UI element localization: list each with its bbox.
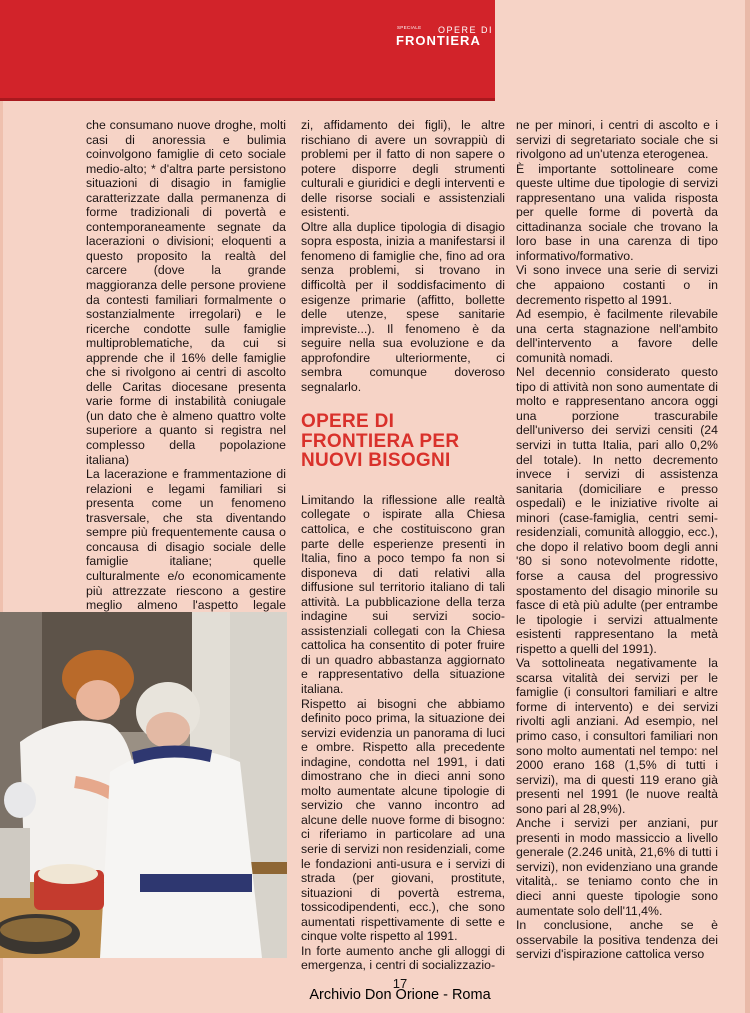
page-number: 17 <box>392 976 408 991</box>
paragraph: Rispetto ai bisogni che abbiamo definito poco prima, la situazione dei servizi evidenzia un panorama di luci e ombre. Rispetto alla precedente indagine, condotta nel 1991, i dati dimostrano che in dieci anni sono molto aumentate alcune tipologie di servizio che vanno incontro ad alcune delle nuove forme di bisogno: ci riferiamo in particolare ad una serie di servizi non residenziali, come le fondazioni anti-usura e i servizi di strada (per giovani, prostitute, situazioni di povertà estrema, tossicodipendenti, ecc.), che sono aumentati rispettivamente di sette e cinque volte rispetto al 1991. <box>301 696 505 944</box>
paragraph: Oltre alla duplice tipologia di disagio sopra esposta, inizia a manifestarsi il fenomeno di famiglie che, fino ad ora senza problemi, si trovano in difficoltà per il soddisfacimento di esigenze primarie (affitto, bollette delle utenze, spese sanitarie impreviste...). Il fenomeno è da seguire nella sua evoluzione e da approfondire ulteriormente, ci sembra comunque doveroso segnalarlo. <box>301 219 505 394</box>
paragraph: che consumano nuove droghe, molti casi di anoressia e bulimia coinvolgono famiglie di ceto sociale medio-alto; * d'altra parte persistono situazioni di disagio in famiglie caratterizzate dalla permanenza di forme tradizionali di povertà e contemporaneamente segnate da lacerazioni o divisioni; eloquenti a questo proposito la realtà del carcere (dove la grande maggioranza delle persone proviene da contesti familiari formalmente o sostanzialmente irregolari) e le ricerche condotte sulle famiglie multiproblematiche, da cui si apprende che il 16% delle famiglie che si rivolgono ai centri di ascolto delle Caritas diocesane presenta varie forme di instabilità coniugale (un dato che è almeno quattro volte superiore a quanto si registra nel complesso della popolazione italiana) <box>86 118 286 467</box>
logo-top-text: OPERE DI <box>438 25 494 35</box>
column-3 <box>516 118 718 962</box>
paragraph: In forte aumento anche gli alloggi di emergenza, i centri di socializzazio- <box>301 943 505 973</box>
photo-illustration <box>0 612 287 958</box>
paragraph: Limitando la riflessione alle realtà collegate o ispirate alla Chiesa cattolica, e che costituiscono gran parte delle esperienze presenti in Italia, fino a poco tempo fa non si disponeva di dati relativi alla diffusione sul territorio italiano di tali attività. La pubblicazione della terza indagine sui servizi socio-assistenziali collegati con la Chiesa cattolica ha consentito di poter fruire di un quadro abbastanza aggiornato e rappresentativo della situazione italiana. <box>301 492 505 696</box>
archive-credit: Archivio Don Orione - Roma <box>309 987 491 1003</box>
paragraph: È importante sottolineare come queste ultime due tipologie di servizi rappresentano una valida risposta per quelle forme di povertà da cittadinanza sociale che trovano la loro base in una carenza di tipo informativo/formativo. <box>516 161 718 263</box>
paragraph: ne per minori, i centri di ascolto e i servizi di segretariato sociale che si rivolgono ad un'utenza eterogenea. <box>516 118 718 162</box>
column-2 <box>301 118 505 973</box>
article-photo <box>0 612 287 958</box>
section-logo <box>396 22 496 54</box>
header-rule <box>0 98 495 101</box>
logo-main-text: FRONTIERA <box>396 33 481 48</box>
paragraph: Anche i servizi per anziani, pur presenti in modo massiccio a livello generale (2.246 unità, 21,6% di tutti i servizi), non evidenziano una grande vitalità,. se teniamo conto che in dieci anni queste tipologie sono aumentate solo dell'11,4%. <box>516 816 718 918</box>
column-1 <box>86 118 286 627</box>
paragraph: Vi sono invece una serie di servizi che appaiono costanti o in decremento rispetto al 1991. <box>516 263 718 307</box>
paragraph: zi, affidamento dei figli), le altre rischiano di avere un sovrappiù di problemi per il fatto di non sapere o potere disporre degli strumenti culturali e giuridici e degli interventi e delle risorse sociali e assistenziali esistenti. <box>301 118 505 220</box>
section-heading: OPERE DI FRONTIERA PER NUOVI BISOGNI <box>301 411 460 472</box>
paragraph: Va sottolineata negativamente la scarsa vitalità dei servizi per le famiglie (i consultori familiari e altre forme di intervento) e dei servizi rivolti agli anziani. Ad esempio, nel primo caso, i consultori familiari non sono molto aumentati nel tempo: nel 2000 erano 168 (1,5% di tutti i servizi), ma di questi 119 erano già presenti nel 1991 (le nuove realtà sono pari al 28,9%). <box>516 656 718 816</box>
page-right-edge <box>745 0 750 1013</box>
paragraph: La lacerazione e frammentazione di relazioni e legami familiari si presenta come un fenomeno trasversale, che sta diventando sempre più frequentemente causa o concausa di disagio sociale delle famiglie italiane; quelle culturalmente e/o economicamente più attrezzate riescono a gestire meglio almeno l'aspetto legale <box>86 467 286 613</box>
paragraph: Nel decennio considerato questo tipo di attività non sono aumentate di molto e rappresentano ancora oggi una porzione trascurabile dell'universo dei servizi censiti (24 servizi in tutta Italia, pari allo 0,2% del totale). In netto decremento invece i servizi di assistenza sanitaria (domiciliare e presso ospedali) e le iniziative rivolte ai minori (case-famiglia, centri semi-residenziali, comunità alloggio, ecc.), che dopo il relativo boom degli anni '80 si sono notevolmente ridotte, forse a causa del progressivo spostamento del disagio minorile su fasce di età più adulte (per entrambe le tipologie i servizi attualmente esistenti rappresentano la metà rispetto a quelli del 1991). <box>516 365 718 656</box>
paragraph: Ad esempio, è facilmente rilevabile una certa stagnazione nell'ambito dell'intervento a favore delle comunità nomadi. <box>516 307 718 365</box>
logo-special-label: SPECIALE <box>397 25 422 30</box>
paragraph: In conclusione, anche se è osservabile la positiva tendenza dei servizi d'ispirazione cattolica verso <box>516 918 718 962</box>
